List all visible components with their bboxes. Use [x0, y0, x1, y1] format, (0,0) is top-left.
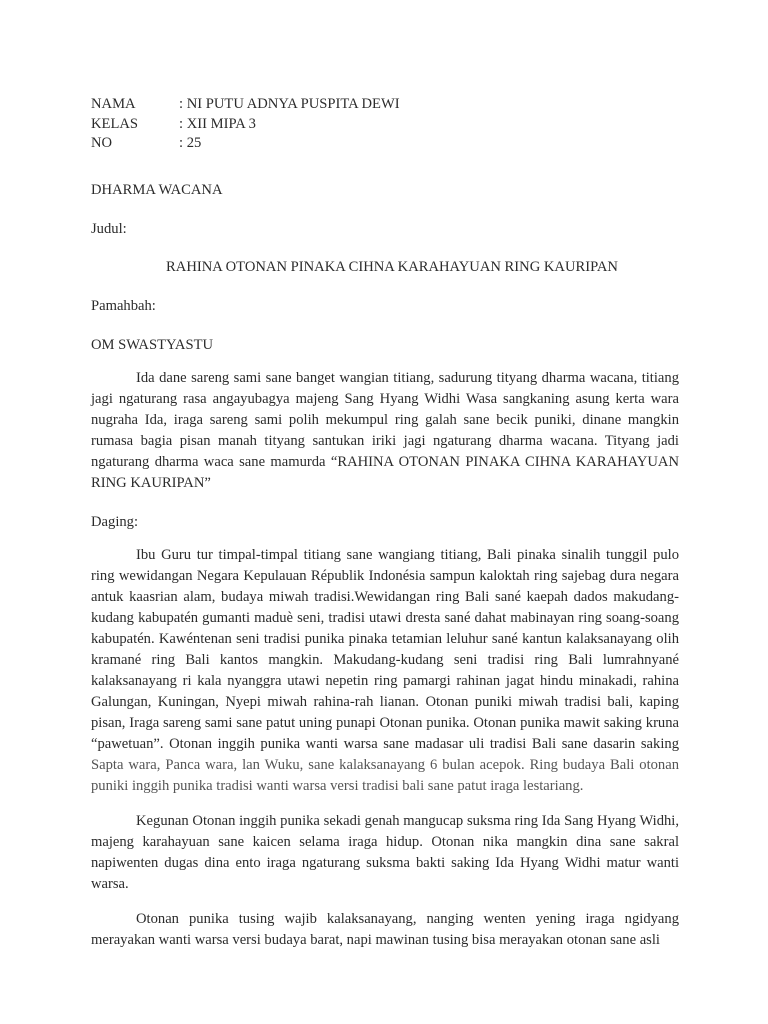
info-value: : NI PUTU ADNYA PUSPITA DEWI: [179, 96, 400, 112]
daging-text-part-2: Sapta wara, Panca wara, lan Wuku, sane kalaksanayang 6 bulan acepok. Ring budaya Bali otonan puniki inggih punika tradisi wanti warsa versi tradisi bali sane patut iraga lestariang.: [91, 756, 679, 794]
info-value: : 25: [179, 135, 202, 151]
pamahbah-label: Pamahbah:: [91, 297, 156, 314]
info-label: KELAS: [91, 115, 139, 132]
kegunan-paragraph: Kegunan Otonan inggih punika sekadi genah mangucap suksma ring Ida Sang Hyang Widhi, majeng karahayuan sane kaicen selama iraga hidup. Otonan nika mangkin dina sane sakral napiwenten dugas dina ento iraga ngaturang suksma bakti saking Ida Hyang Widhi matur wanti warsa.: [91, 812, 679, 892]
daging-text-part-1: Ibu Guru tur timpal-timpal titiang sane wangiang titiang, Bali pinaka sinalih tunggil pulo ring wewidangan Negara Kepulauan Républik Indonésia sampun kaloktah ring sajebag dura negara antuk kaasrian alam, budaya miwah tradisi.Wewidangan ring Bali sané kaepah dados makudang-kudang kabupatén gumanti maduè seni, tradisi utawi dresta sané dahat mabinayan ring soang-soang kabupatén. Kawéntenan seni tradisi punika pinaka tetamian leluhur sané kantun kalaksanayang olih kramané ring Bali kantos mangkin. Makudang-kudang seni tradisi ring Bali lumrahnyané kalaksanayang ri kala nyanggra utawi nepetin ring pamargi rahinan jagat hindu minakadi, rahina Galungan, Kuningan, Nyepi miwah rahina-rah lianan. Otonan puniki miwah tradisi bali, kaping pisan, Iraga sareng sami sane patut uning punapi Otonan punika. Otonan punika mawit saking kruna “pawetuan”. Otonan inggih punika wanti warsa sane madasar uli tradisi Bali sane dasarin saking: [91, 546, 679, 752]
info-row-nama: [91, 95, 679, 115]
info-value: : XII MIPA 3: [179, 115, 256, 132]
main-title: RAHINA OTONAN PINAKA CIHNA KARAHAYUAN RING KAURIPAN: [166, 258, 618, 275]
info-row-no: [91, 134, 679, 154]
otonan-paragraph: Otonan punika tusing wajib kalaksanayang, nanging wenten yening iraga ngidyang merayakan wanti warsa versi budaya barat, napi mawinan tusing bisa merayakan otonan sane asli: [91, 910, 679, 948]
salam: OM SWASTYASTU: [91, 336, 214, 353]
document-page: [91, 95, 679, 951]
daging-paragraph: [91, 545, 679, 797]
document-type: DHARMA WACANA: [91, 181, 223, 198]
judul-label: Judul:: [91, 220, 127, 237]
info-row-kelas: [91, 115, 679, 135]
pamahbah-paragraph: Ida dane sareng sami sane banget wangian titiang, sadurung tityang dharma wacana, titiang jagi ngaturang rasa angayubagya majeng Sang Hyang Widhi Wasa sangkaning asung kerta wara nugraha Ida, iraga sareng sami polih mekumpul ring galah sane becik puniki, dinane mangkin rumasa bagia pisan manah tityang santukan iriki jagi ngaturang dharma wacana. Tityang jadi ngaturang dharma waca sane mamurda “RAHINA OTONAN PINAKA CIHNA KARAHAYUAN RING KAURIPAN”: [91, 369, 679, 491]
info-label: NO: [91, 135, 113, 151]
daging-label: Daging:: [91, 513, 139, 530]
info-label: NAMA: [91, 96, 136, 112]
student-info: [91, 95, 679, 154]
